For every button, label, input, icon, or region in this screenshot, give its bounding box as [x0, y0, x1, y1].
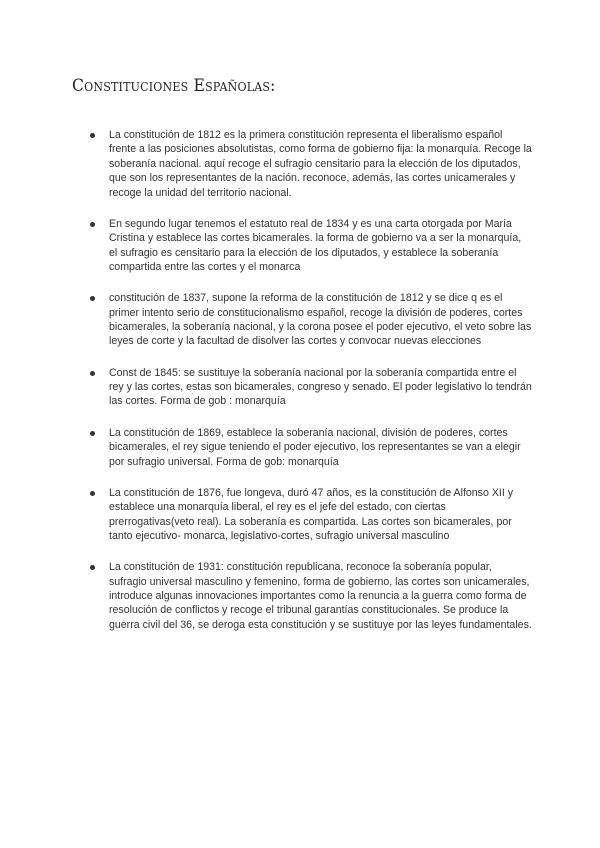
bullet-list	[90, 128, 532, 649]
bullet-icon	[90, 431, 95, 436]
list-item-text: La constitución de 1869, establece la soberanía nacional, división de poderes, cortes bicamerales, el rey sigue teniendo el poder ejecutivo, los representantes se van a elegir por sufragio universal. Forma de gob: monarquía	[109, 426, 521, 468]
bullet-icon	[90, 222, 95, 227]
list-item-text: constitución de 1837, supone la reforma de la constitución de 1812 y se dice q es el primer intento serio de constitucionalismo español, recoge la división de poderes, cortes bicamerales, la soberanía nacional, y la corona posee el poder ejecutivo, el veto sobre las leyes de corte y la facultad de disolver las cortes y convocar nuevas elecciones	[109, 292, 532, 348]
bullet-icon	[90, 296, 95, 301]
list-item	[90, 217, 532, 275]
bullet-icon	[90, 491, 95, 496]
list-item	[90, 486, 532, 544]
bullet-icon	[90, 133, 95, 138]
list-item-text: En segundo lugar tenemos el estatuto real de 1834 y es una carta otorgada por María Cristina y establece las cortes bicamerales. la forma de gobierno va a ser la monarquía, el sufragio es censitario para la elección de los diputados, y establece la soberanía compartida entre las cortes y el monarca	[109, 217, 522, 274]
bullet-icon	[90, 371, 95, 376]
list-item	[90, 426, 532, 469]
list-item	[90, 128, 532, 200]
list-item-text: La constitución de 1812 es la primera constitución representa el liberalismo español frente a las posiciones absolutistas, como forma de gobierno fija: la monarquía. Recoge la soberanía nacional. aquí recoge el sufragio censitario para la elección de los diputados, que son los representantes de la nación. reconoce, además, las cortes unicamerales y recoge la unidad del territorio nacional.	[109, 129, 532, 199]
list-item-text: Const de 1845: se sustituye la soberanía nacional por la soberanía compartida entre el rey y las cortes, estas son bicamerales, congreso y senado. El poder legislativo lo tendrán las cortes. Forma de gob : monarquía	[109, 366, 532, 408]
page-title: Constituciones Españolas:	[72, 76, 276, 96]
list-item-text: La constitución de 1876, fue longeva, duró 47 años, es la constitución de Alfonso XII y establece una monarquía liberal, el rey es el jefe del estado, con ciertas prerrogativas(veto real). La soberanía es compartida. Las cortes son bicamerales, por tanto ejecutivo- monarca, legislativo-cortes, sufragio universal masculino	[109, 486, 514, 542]
bullet-icon	[90, 565, 95, 570]
list-item	[90, 291, 532, 349]
list-item-text: La constitución de 1931: constitución republicana, reconoce la soberanía popular, sufragio universal masculino y femenino, forma de gobierno, las cortes son unicamerales, introduce algunas innovaciones importantes como la renuncia a la guerra como forma de resolución de conflictos y recoge el tribunal garantías constitucionales. Se produce la guerra civil del 36, se deroga esta constitución y se sustituye por las leyes fundamentales.	[109, 561, 532, 631]
list-item	[90, 366, 532, 409]
list-item	[90, 560, 532, 632]
